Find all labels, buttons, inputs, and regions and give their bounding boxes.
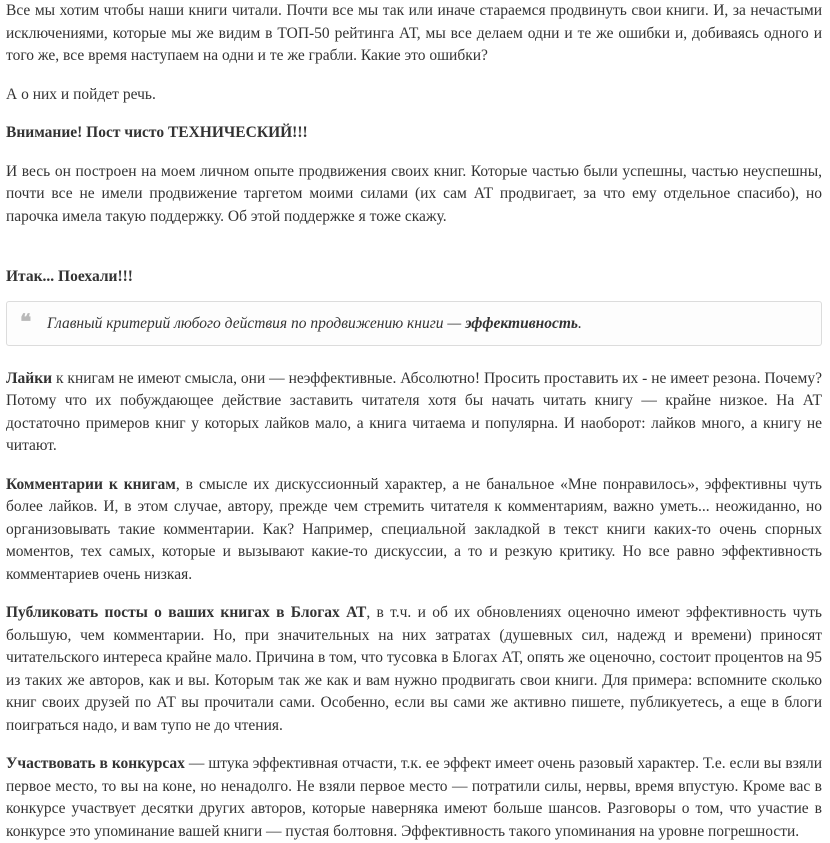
section-blogs-text: , в т.ч. и об их обновлениях оценочно имеют эффективность чуть большую, чем комментарии. Но, при значительных на них затратах (душевных сил, надежд и времени) приносят читательского интереса крайне мало. Причина в том, что тусовка в Блогах АТ, опять же оценочно, состоит процентов на 95 из таких же авторов, как и вы. Которым так же как и вам нужно продвигать свои книги. Для примера: вспомните сколько книг своих друзей по АТ вы прочитали сами. Особенно, если вы сами же активно пишете, публикуетесь, а еще в блоги поиграться надо, и вам тупо не до чтения. [6,604,823,734]
quote-text-bold: эффективность [465,314,578,332]
itak-heading: Итак... Поехали!!! [6,268,133,285]
section-blogs [6,602,822,737]
paragraph-experience: И весь он построен на моем личном опыте продвижения своих книг. Которые частью были успешны, частью неуспешны, почти все не имели продвижение таргетом моими силами (их сам АТ продвигает, за что ему отдельное спасибо), но парочка имела такую поддержку. Об этой поддержке я тоже скажу. [6,162,822,225]
quote-mark-icon: ❝ [20,309,32,334]
section-comments-text: , в смысле их дискуссионный характер, а не банальное «Мне понравилось», эффективны чуть более лайков. И, в этом случае, автору, прежде чем стремить читателя к комментариям, важно уметь... неожиданно, но организовывать такие комментарии. Как? Например, специальной закладкой в текст книги каких-то очень спорных моментов, тех самых, которые и вызывают какие-то дискуссии, а то и резкую критику. Но все равно эффективность комментариев очень низкая. [6,475,823,583]
section-comments [6,474,822,587]
section-likes [6,368,822,458]
section-blogs-lead: Публиковать посты о ваших книгах в Блогах АТ [6,604,367,621]
pull-quote [6,301,822,346]
paragraph-intro: Все мы хотим чтобы наши книги читали. Почти все мы так или иначе стараемся продвинуть свои книги. И, за нечастыми исключениями, которые мы же видим в ТОП-50 рейтинга АТ, мы все делаем одни и те же ошибки и, добиваясь одного и того же, все время наступаем на одни и те же грабли. Какие это ошибки? [6,2,822,64]
section-contests-lead: Участвовать в конкурсах [6,755,185,772]
section-spacer [6,244,822,266]
quote-text [47,315,582,332]
paragraph-about: А о них и пойдет речь. [6,85,156,103]
section-contests-text: — штука эффективная отчасти, т.к. ее эффект имеет очень разовый характер. Т.е. если вы взяли первое место, то вы на коне, но ненадолго. Не взяли первое место — потратили силы, нервы, время впустую. Кроме вас в конкурсе участвует десятки других авторов, которые наверняка имеют больше шансов. Разговоры о том, что участие в конкурсе это упоминание вашей книги — пустая болтовня. Эффективность такого упоминания на уровне погрешности. [6,755,822,840]
section-likes-text: к книгам не имеют смысла, они — неэффективные. Абсолютно! Просить проставить их - не имеет резона. Почему? Потому что их побуждающее действие заставить читателя хотя бы начать читать книгу — крайне низкое. На АТ достаточно примеров книг у которых лайков мало, а книга читаема и популярна. И наоборот: лайков много, а книгу не читают. [6,369,822,454]
quote-text-after: . [578,314,582,332]
quote-text-before: Главный критерий любого действия по продвижению книги — [47,314,466,332]
attention-heading: Внимание! Пост чисто ТЕХНИЧЕСКИЙ!!! [6,124,308,141]
section-contests [6,753,822,843]
section-comments-lead: Комментарии к книгам [6,475,176,493]
section-likes-lead: Лайки [6,369,53,387]
